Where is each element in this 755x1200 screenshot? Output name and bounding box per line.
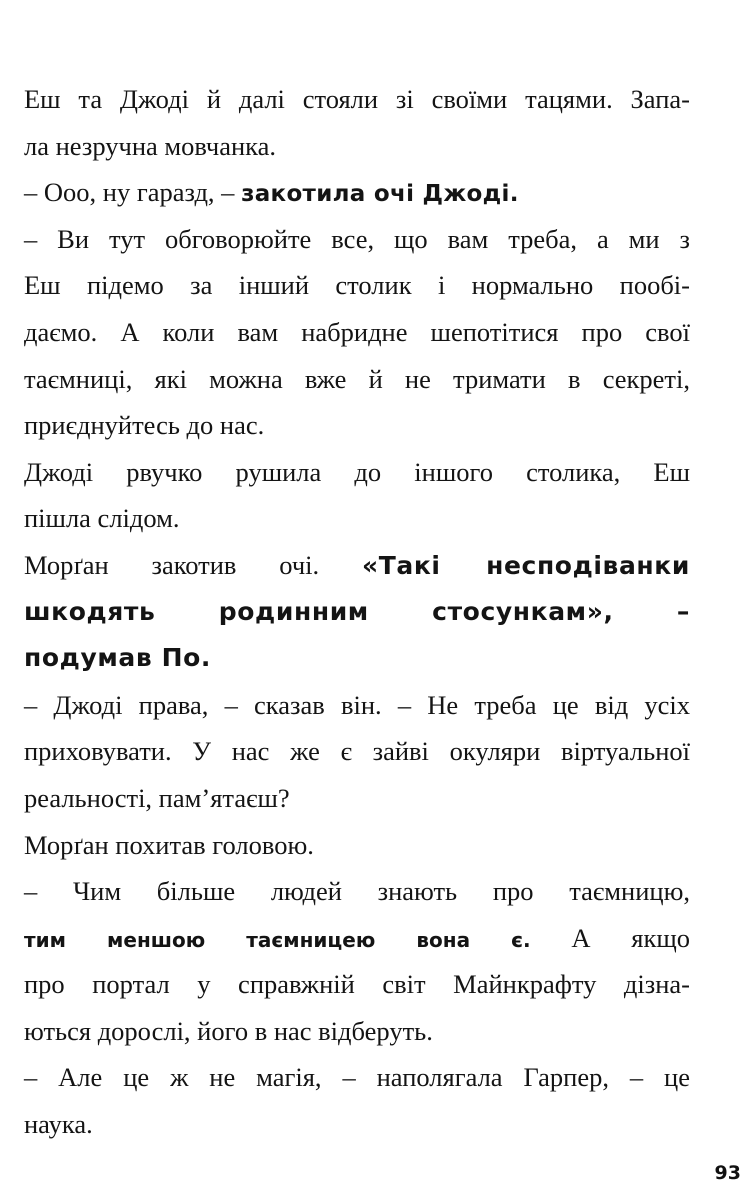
- text-line: ла незручна мовчанка.: [24, 130, 277, 161]
- text-line: [24, 915, 690, 962]
- text-line: реальності, пам’ятаєш?: [24, 782, 290, 813]
- text-line: про портал у справжній світ Майнкрафту дізна-: [24, 969, 690, 1000]
- text-line: Джоді рвучко рушила до іншого столика, Еш: [24, 456, 690, 487]
- text-line: даємо. А коли вам набридне шепотітися про свої: [24, 316, 690, 347]
- emphasis-text: «Такі несподіванки: [361, 550, 690, 580]
- narration-text: Морґан закотив очі.: [24, 549, 362, 580]
- dialogue-text: – Ооо, ну гаразд, –: [24, 177, 242, 208]
- emphasis-line: шкодять родинним стосункам», –: [24, 596, 690, 626]
- text-line: Морґан похитав головою.: [24, 829, 314, 860]
- text-line: таємниці, які можна вже й не тримати в секреті,: [24, 363, 690, 394]
- text-line: Еш та Джоді й далі стояли зі своїми тацями. Запа-: [24, 84, 690, 114]
- text-line: Еш підемо за інший столик і нормально пообі-: [24, 270, 690, 301]
- text-line: – Чим більше людей знають про таємницю,: [24, 876, 690, 907]
- text-line: [24, 542, 690, 589]
- text-line: – Але це ж не магія, – наполягала Гарпер, – це: [24, 1062, 690, 1093]
- text-line: пішла слідом.: [24, 503, 180, 534]
- narration-text: А якщо: [530, 922, 691, 953]
- emphasis-line: подумав По.: [24, 643, 211, 673]
- emphasis-text: тим меншою таємницею вона є.: [24, 927, 531, 952]
- text-line: – Ви тут обговорюйте все, що вам треба, а ми з: [24, 223, 690, 254]
- text-line: наука.: [24, 1109, 93, 1140]
- text-line: – Джоді права, – сказав він. – Не треба це від усіх: [24, 689, 690, 720]
- text-line: приєднуйтесь до нас.: [24, 410, 265, 441]
- text-line: ються дорослі, його в нас відберуть.: [24, 1015, 433, 1046]
- text-line: приховувати. У нас же є зайві окуляри віртуальної: [24, 736, 690, 767]
- book-page-text: [24, 76, 690, 1148]
- page-number: 93: [714, 1162, 741, 1184]
- emphasis-text: закотила очі Джоді.: [241, 181, 519, 208]
- text-line: [24, 169, 690, 216]
